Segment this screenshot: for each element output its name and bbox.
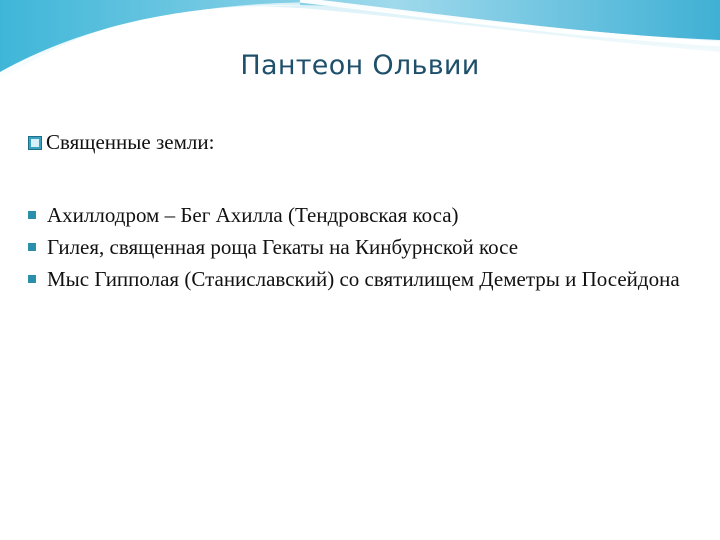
square-bullet-icon (28, 211, 36, 219)
section-heading (28, 130, 214, 155)
checkbox-bullet-icon (28, 136, 42, 150)
section-heading-text: Священные земли: (46, 130, 215, 154)
square-bullet-icon (28, 275, 36, 283)
list-item-text: Ахиллодром – Бег Ахилла (Тендровская коса) (47, 203, 459, 227)
list-item (28, 199, 704, 231)
list-item (28, 231, 704, 263)
slide-title: Пантеон Ольвии (240, 50, 480, 81)
list-item-text: Гилея, священная роща Гекаты на Кинбурнской косе (47, 235, 519, 259)
bullet-list (28, 199, 704, 295)
list-item (28, 263, 704, 295)
square-bullet-icon (28, 243, 36, 251)
list-item-text: Мыс Гипполая (Станиславский) со святилищем Деметры и Посейдона (47, 267, 680, 291)
